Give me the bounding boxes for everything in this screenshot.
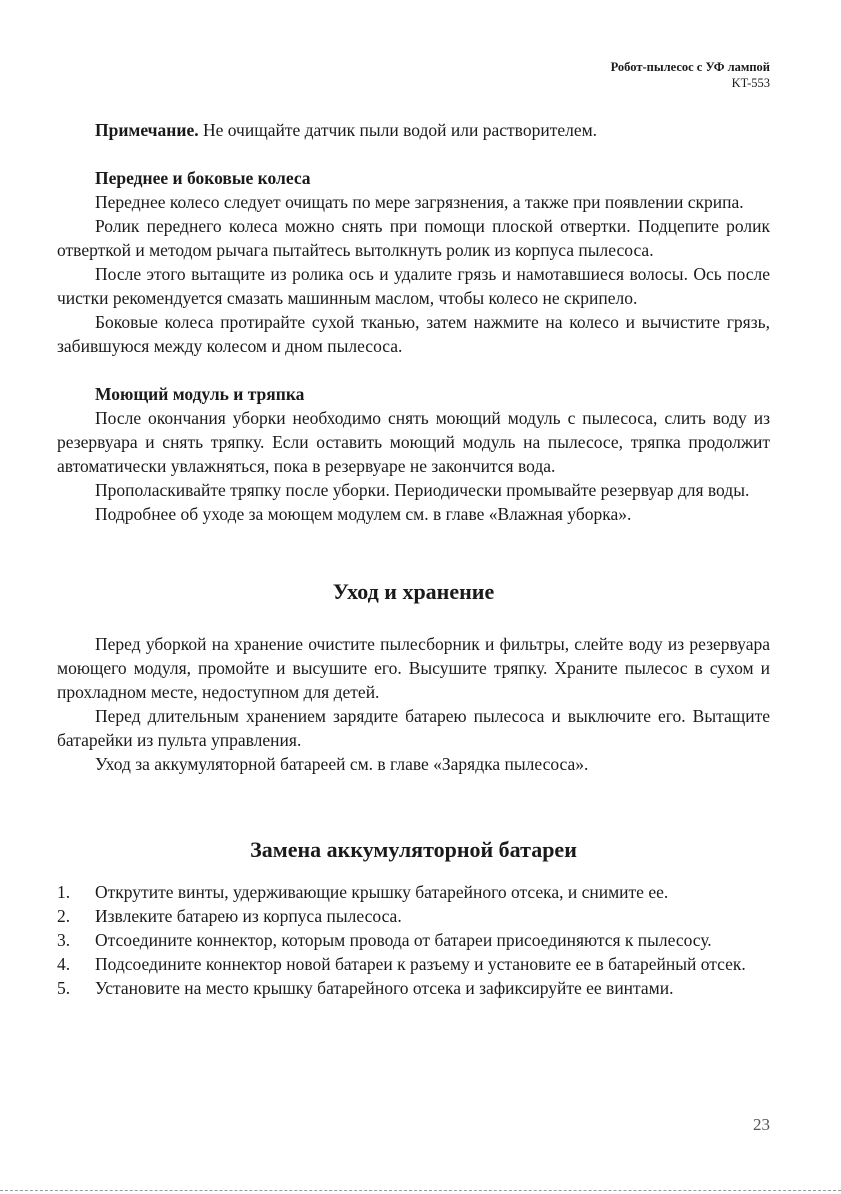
step-text: Отсоедините коннектор, которым провода от батареи присоединяются к пылесосу. [95, 930, 712, 950]
step-number: 2. [57, 906, 71, 926]
list-item [57, 928, 770, 952]
header-product-title: Робот-пылесос с УФ лампой [610, 60, 770, 74]
bottom-dashed-rule [0, 1190, 841, 1191]
storage-paragraph: Перед длительным хранением зарядите батарею пылесоса и выключите его. Вытащите батарейки из пульта управления. [57, 706, 770, 750]
step-text: Извлеките батарею из корпуса пылесоса. [95, 906, 402, 926]
header-model: KT-553 [731, 76, 770, 90]
mop-paragraph: Прополаскивайте тряпку после уборки. Периодически промывайте резервуар для воды. [95, 480, 750, 500]
battery-steps-list [57, 880, 770, 1000]
wheels-paragraph: После этого вытащите из ролика ось и удалите грязь и намотавшиеся волосы. Ось после чистки рекомендуется смазать машинным маслом, чтобы колесо не скрипело. [57, 264, 770, 308]
page-number: 23 [753, 1115, 770, 1134]
step-text: Подсоедините коннектор новой батареи к разъему и установите ее в батарейный отсек. [95, 954, 746, 974]
list-item [57, 952, 770, 976]
wheels-paragraph: Боковые колеса протирайте сухой тканью, затем нажмите на колесо и вычистите грязь, забившуюся между колесом и дном пылесоса. [57, 312, 770, 356]
list-item [57, 976, 770, 1000]
mop-paragraph: Подробнее об уходе за моющем модулем см. в главе «Влажная уборка». [95, 504, 632, 524]
step-text: Установите на место крышку батарейного отсека и зафиксируйте ее винтами. [95, 978, 674, 998]
battery-section-title: Замена аккумуляторной батареи [250, 837, 577, 862]
wheels-paragraph: Переднее колесо следует очищать по мере загрязнения, а также при появлении скрипа. [95, 192, 744, 212]
step-number: 4. [57, 954, 71, 974]
step-number: 3. [57, 930, 71, 950]
note-text: Не очищайте датчик пыли водой или растворителем. [198, 120, 598, 140]
list-item [57, 904, 770, 928]
mop-paragraph: После окончания уборки необходимо снять моющий модуль с пылесоса, слить воду из резервуара и снять тряпку. Если оставить моющий модуль на пылесосе, тряпка продолжит автоматически увлажняться, пока в резервуаре не закончится вода. [57, 408, 770, 476]
wheels-paragraph: Ролик переднего колеса можно снять при помощи плоской отвертки. Подцепите ролик отверткой и методом рычага пытайтесь вытолкнуть ролик из корпуса пылесоса. [57, 216, 770, 260]
storage-paragraph: Перед уборкой на хранение очистите пылесборник и фильтры, слейте воду из резервуара моющего модуля, промойте и высушите его. Высушите тряпку. Храните пылесос в сухом и прохладном месте, недоступном для детей. [57, 634, 770, 702]
step-text: Открутите винты, удерживающие крышку батарейного отсека, и снимите ее. [95, 882, 669, 902]
note-paragraph [57, 118, 770, 142]
wheels-heading: Переднее и боковые колеса [95, 168, 311, 188]
page-content [57, 118, 770, 1000]
step-number: 1. [57, 882, 71, 902]
note-label: Примечание. [95, 120, 199, 140]
step-number: 5. [57, 978, 71, 998]
page-header [611, 59, 770, 91]
mop-heading: Моющий модуль и тряпка [95, 384, 305, 404]
storage-section-title: Уход и хранение [332, 579, 495, 604]
list-item [57, 880, 770, 904]
storage-paragraph: Уход за аккумуляторной батареей см. в главе «Зарядка пылесоса». [95, 754, 589, 774]
